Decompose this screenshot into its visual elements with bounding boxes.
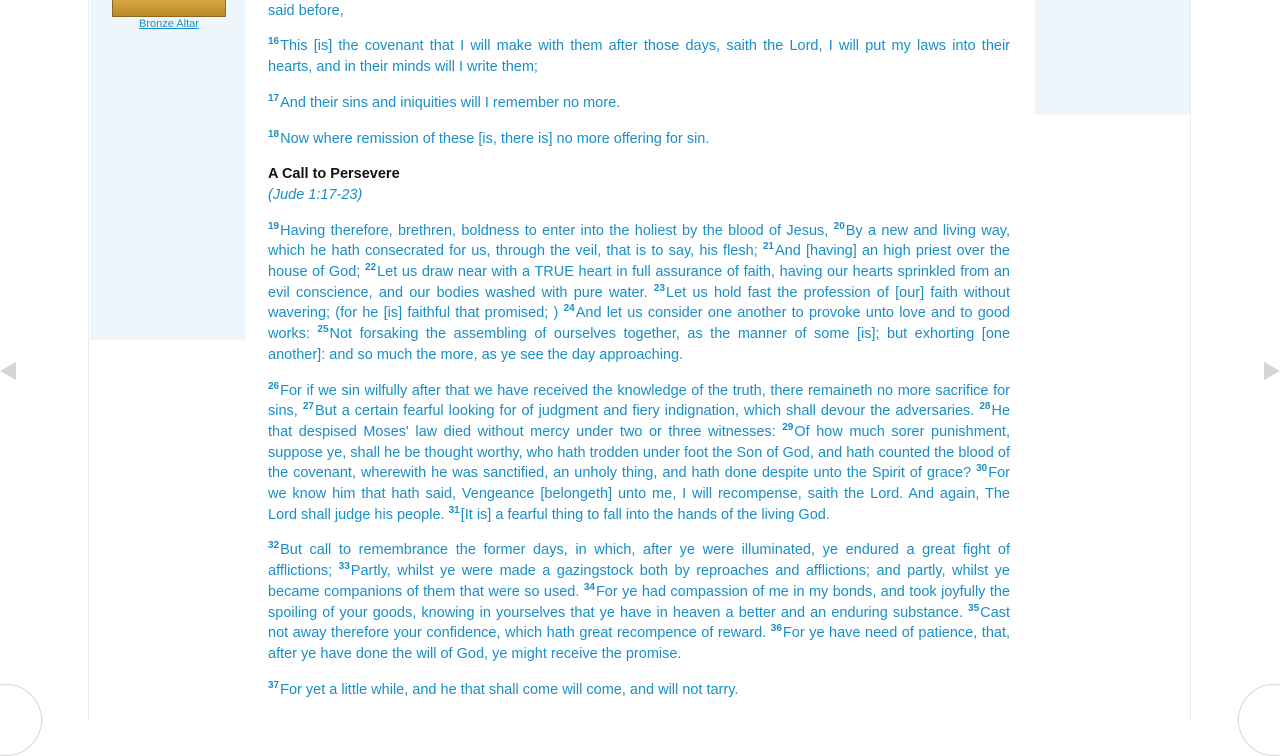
cross-reference[interactable]: (Jude 1:17-23) (268, 186, 363, 203)
section-heading: A Call to Persevere (268, 166, 400, 183)
verse-number: 33 (338, 561, 350, 573)
bronze-altar-link[interactable]: Bronze Altar (139, 18, 199, 30)
verse-text: But call to remembrance the former days, in which, after ye were illuminated, ye endured a great fight of afflictions; (268, 542, 1010, 580)
verse-number: 36 (770, 623, 782, 635)
verse-37 (268, 680, 1010, 701)
triangle-right-icon[interactable] (1264, 362, 1280, 380)
page-frame-right (1190, 0, 1191, 720)
verse-number: 35 (968, 602, 980, 614)
verse-number: 28 (979, 401, 991, 413)
verse-number: 19 (268, 220, 280, 232)
verse-text: But a certain fearful looking for of judgment and fiery indignation, which shall devour the adversaries. (314, 403, 980, 420)
right-sidebar (1035, 0, 1190, 115)
verse-text: For yet a little while, and he that shall come will come, and will not tarry. (280, 681, 739, 698)
paragraph-2 (268, 381, 1010, 526)
verse-text: Partly, whilst ye were made a gazingstock both by reproaches and afflictions; and partly, whilst ye became companions of them that were so used. (268, 563, 1010, 600)
verse-text: By a new and living way, which he hath consecrated for us, through the veil, that is to say, his flesh; (268, 222, 1011, 260)
verse-text: Not forsaking the assembling of ourselves together, as the manner of some [is]; but exhorting [one another]: and so much the more, as ye see the day approaching. (268, 326, 1011, 363)
verse-text: And let us consider one another to provoke unto love and to good works: (268, 305, 1010, 343)
verse-fragment: said before, (268, 2, 344, 19)
paragraph-3 (268, 540, 1010, 664)
verse-text: [It is] a fearful thing to fall into the hands of the living God. (460, 506, 830, 523)
verse-text: For if we sin wilfully after that we have received the knowledge of the truth, there remaineth no more sacrifice for sins, (268, 382, 1010, 420)
verse-text: For ye have need of patience, that, after ye have done the will of God, ye might receive the promise. (268, 625, 1011, 662)
verse-16 (268, 36, 1010, 77)
verse-number: 24 (563, 303, 575, 315)
verse-text: Let us hold fast the profession of [our] faith without wavering; (for he [is] faithful that promised; ) (268, 284, 1010, 322)
verse-text: This [is] the covenant that I will make with them after those days, saith the Lord, I will put my laws into their hearts, and in their minds will I write them; (268, 38, 1010, 76)
verse-number: 23 (653, 282, 666, 294)
verse-number: 21 (762, 241, 774, 253)
verse-number: 29 (782, 421, 794, 433)
verse-number: 27 (302, 401, 314, 413)
verse-number: 37 (268, 679, 280, 691)
verse-number: 22 (364, 262, 377, 274)
verse-18 (268, 129, 1010, 150)
verse-number: 20 (833, 220, 845, 232)
verse-text: Cast not away therefore your confidence, which hath great recompence of reward. (268, 604, 1010, 642)
verse-text: Let us draw near with a TRUE heart in full assurance of faith, having our hearts sprinkled from an evil conscience, and our bodies washed with pure water. (268, 264, 1010, 301)
verse-number: 17 (268, 92, 280, 104)
verse-number: 31 (448, 504, 460, 516)
scroll-corner-right[interactable] (1238, 684, 1280, 756)
scroll-corner-left[interactable] (0, 684, 42, 756)
page-frame-left (88, 0, 89, 720)
verse-number: 18 (268, 128, 280, 140)
verse-number: 30 (976, 463, 988, 475)
verse-number: 32 (268, 540, 280, 552)
paragraph-1 (268, 221, 1010, 366)
verse-number: 26 (268, 380, 280, 392)
verse-text: And their sins and iniquities will I remember no more. (280, 94, 621, 111)
verse-number: 34 (583, 581, 595, 593)
verse-text: For we know him that hath said, Vengeance [belongeth] unto me, I will recompense, saith the Lord. And again, The Lord shall judge his people. (268, 465, 1010, 523)
left-sidebar (90, 0, 245, 340)
verse-text: Now where remission of these [is, there is] no more offering for sin. (280, 130, 710, 147)
verse-text: Of how much sorer punishment, suppose ye, shall he be thought worthy, who hath trodden under foot the Son of God, and hath counted the blood of the covenant, wherewith he was sanctified, an unholy thing, and hath done despite unto the Spirit of grace? (268, 423, 1010, 482)
scripture-content (268, 0, 1010, 715)
verse-17 (268, 93, 1010, 114)
triangle-left-icon[interactable] (0, 362, 16, 380)
verse-number: 25 (317, 324, 329, 336)
verse-text: For ye had compassion of me in my bonds, and took joyfully the spoiling of your goods, knowing in yourselves that ye have in heaven a better and an enduring substance. (268, 583, 1010, 621)
verse-number: 16 (268, 36, 280, 48)
verse-text: He that despised Moses' law died without mercy under two or three witnesses: (268, 403, 1011, 440)
verse-text: Having therefore, brethren, boldness to enter into the holiest by the blood of Jesus, (280, 222, 834, 239)
verse-text: And [having] an high priest over the house of God; (268, 243, 1010, 281)
bronze-altar-image[interactable] (112, 0, 226, 17)
